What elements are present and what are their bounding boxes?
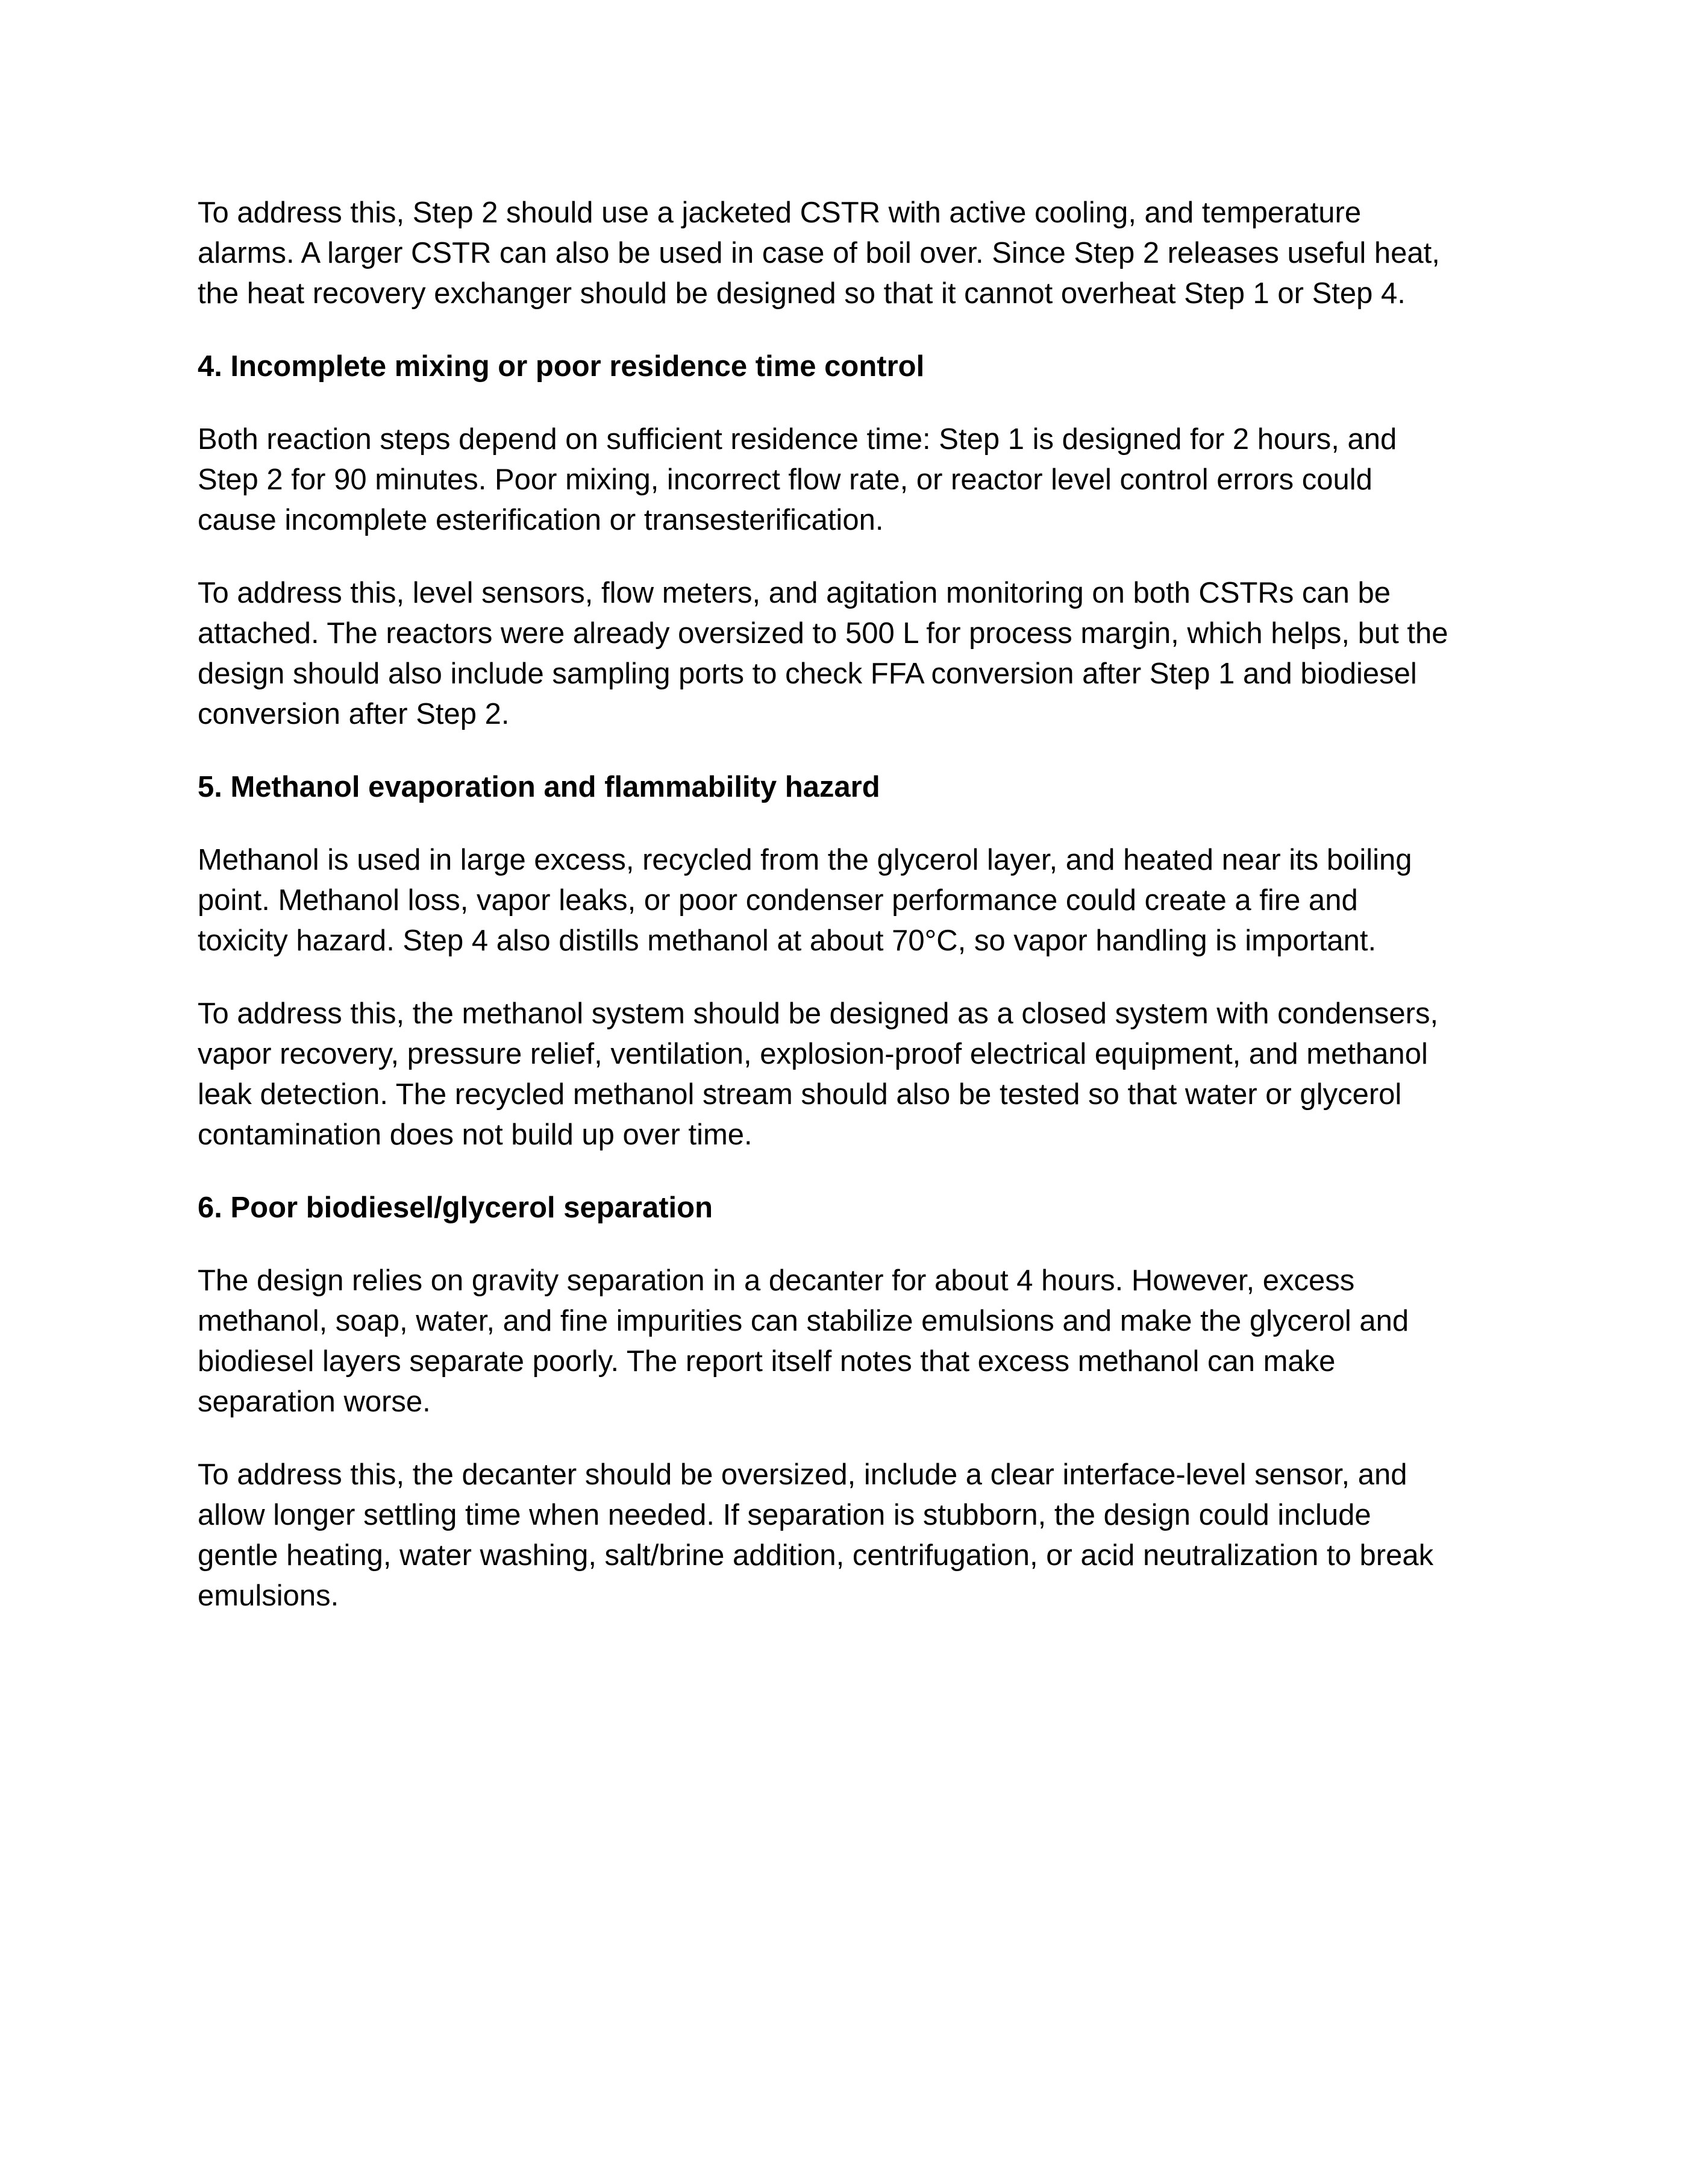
section-heading-6 bbox=[198, 1188, 1499, 1228]
paragraph-line: point. Methanol loss, vapor leaks, or poor condenser performance could create a fire and bbox=[198, 884, 1358, 917]
paragraph-line: contamination does not build up over time. bbox=[198, 1119, 753, 1151]
paragraph-line: vapor recovery, pressure relief, ventilation, explosion-proof electrical equipment, and methanol bbox=[198, 1038, 1428, 1070]
paragraph-line: cause incomplete esterification or transesterification. bbox=[198, 504, 884, 536]
paragraph-line: To address this, the methanol system should be designed as a closed system with condensers, bbox=[198, 997, 1439, 1030]
paragraph-line: gentle heating, water washing, salt/brine addition, centrifugation, or acid neutralization to break bbox=[198, 1539, 1434, 1572]
section-heading-4 bbox=[198, 347, 1499, 387]
paragraph-line: allow longer settling time when needed. If separation is stubborn, the design could include bbox=[198, 1499, 1371, 1531]
paragraph-residence-time bbox=[198, 419, 1499, 541]
paragraph-line: To address this, level sensors, flow meters, and agitation monitoring on both CSTRs can be bbox=[198, 577, 1391, 609]
heading-text: 4. Incomplete mixing or poor residence time control bbox=[198, 350, 925, 383]
paragraph-level-sensors bbox=[198, 573, 1499, 735]
paragraph-line: design should also include sampling ports to check FFA conversion after Step 1 and biodiesel bbox=[198, 657, 1417, 690]
document-body bbox=[198, 193, 1499, 1649]
paragraph-line: the heat recovery exchanger should be designed so that it cannot overheat Step 1 or Step 4. bbox=[198, 277, 1406, 310]
paragraph-decanter bbox=[198, 1455, 1499, 1616]
paragraph-step2-cooling bbox=[198, 193, 1499, 314]
paragraph-line: emulsions. bbox=[198, 1580, 339, 1612]
paragraph-line: To address this, Step 2 should use a jacketed CSTR with active cooling, and temperature bbox=[198, 196, 1362, 229]
paragraph-line: alarms. A larger CSTR can also be used in case of boil over. Since Step 2 releases useful heat, bbox=[198, 237, 1440, 269]
paragraph-line: biodiesel layers separate poorly. The report itself notes that excess methanol can make bbox=[198, 1345, 1336, 1378]
paragraph-line: To address this, the decanter should be oversized, include a clear interface-level sensor, and bbox=[198, 1458, 1407, 1491]
paragraph-line: methanol, soap, water, and fine impurities can stabilize emulsions and make the glycerol and bbox=[198, 1305, 1409, 1337]
heading-text: 6. Poor biodiesel/glycerol separation bbox=[198, 1191, 713, 1224]
paragraph-line: conversion after Step 2. bbox=[198, 698, 510, 730]
section-heading-5 bbox=[198, 767, 1499, 808]
paragraph-gravity-separation bbox=[198, 1261, 1499, 1422]
paragraph-line: separation worse. bbox=[198, 1385, 431, 1418]
paragraph-line: attached. The reactors were already oversized to 500 L for process margin, which helps, but the bbox=[198, 617, 1448, 650]
paragraph-methanol-hazard bbox=[198, 840, 1499, 961]
paragraph-line: The design relies on gravity separation in a decanter for about 4 hours. However, excess bbox=[198, 1264, 1355, 1297]
heading-text: 5. Methanol evaporation and flammability hazard bbox=[198, 771, 880, 803]
paragraph-line: toxicity hazard. Step 4 also distills methanol at about 70°C, so vapor handling is important. bbox=[198, 924, 1377, 957]
paragraph-line: leak detection. The recycled methanol stream should also be tested so that water or glycerol bbox=[198, 1078, 1402, 1111]
paragraph-line: Methanol is used in large excess, recycled from the glycerol layer, and heated near its boiling bbox=[198, 844, 1412, 876]
paragraph-methanol-system bbox=[198, 994, 1499, 1155]
paragraph-line: Both reaction steps depend on sufficient residence time: Step 1 is designed for 2 hours, and bbox=[198, 423, 1397, 456]
paragraph-line: Step 2 for 90 minutes. Poor mixing, incorrect flow rate, or reactor level control errors could bbox=[198, 463, 1372, 496]
